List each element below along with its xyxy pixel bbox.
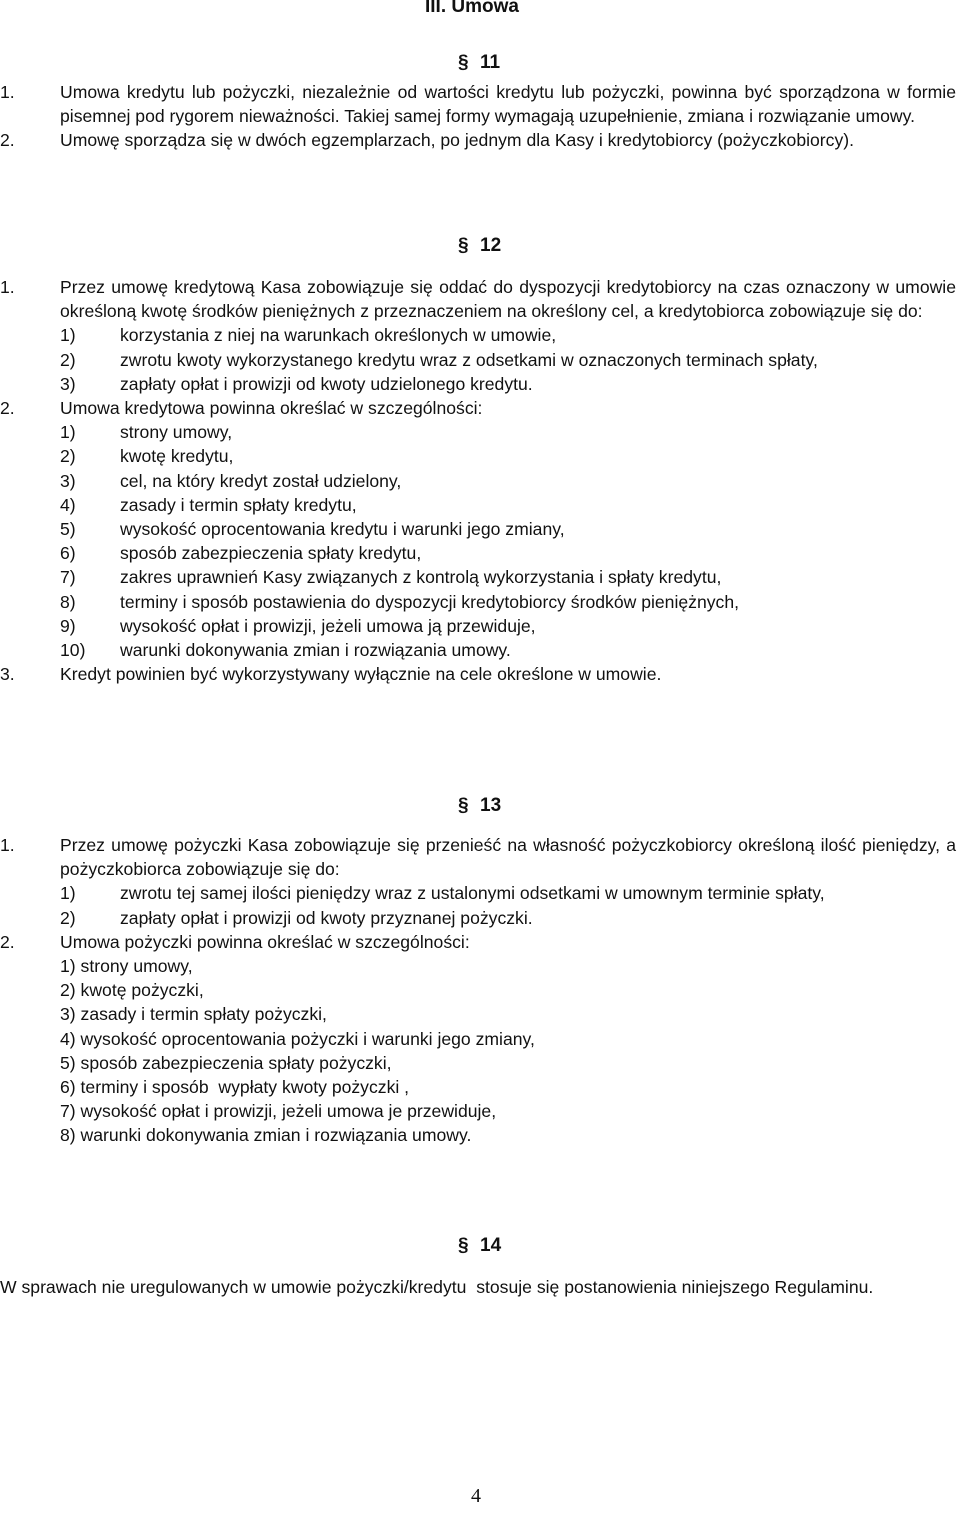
list-item-text: zapłaty opłat i prowizji od kwoty udzielonego kredytu. — [120, 373, 533, 394]
list-item-text: strony umowy, — [120, 422, 233, 443]
list-item: 3) zasady i termin spłaty pożyczki, — [60, 1004, 327, 1025]
list-item-text: zwrotu kwoty wykorzystanego kredytu wraz z odsetkami w oznaczonych terminach spłaty, — [120, 349, 818, 370]
list-item — [60, 493, 956, 517]
list-item-text: zakres uprawnień Kasy związanych z kontrolą wykorzystania i spłaty kredytu, — [120, 567, 722, 588]
section-number: 14 — [480, 1235, 502, 1256]
list-item-text: zwrotu tej samej ilości pieniędzy wraz z ustalonymi odsetkami w umownym terminie spłaty, — [120, 883, 825, 904]
section-11-body — [0, 80, 956, 153]
list-item-number: 2) — [60, 349, 76, 370]
section-sign-icon — [458, 1232, 472, 1256]
list-item-text: zasady i termin spłaty kredytu, — [120, 494, 357, 515]
list-item — [60, 323, 956, 347]
list-item-number: 8) — [60, 591, 76, 612]
section-heading-12 — [458, 227, 501, 257]
paragraph-text: Kredyt powinien być wykorzystywany wyłącznie na cele określone w umowie. — [60, 664, 662, 685]
paragraph-text: Umowa kredytowa powinna określać w szczególności: — [60, 398, 483, 419]
list-item — [60, 517, 956, 541]
list-item: 1) strony umowy, — [60, 956, 193, 977]
list-item — [60, 444, 956, 468]
paragraph — [0, 930, 956, 954]
list-item — [60, 541, 956, 565]
paragraph-number: 3. — [0, 664, 15, 685]
paragraph-number: 2. — [0, 931, 15, 952]
svg-text:§: § — [458, 1235, 469, 1256]
list-item — [60, 420, 956, 444]
list-item-number: 1) — [60, 883, 76, 904]
list-item: 7) wysokość opłat i prowizji, jeżeli umowa je przewiduje, — [60, 1101, 497, 1122]
paragraph-number: 2. — [0, 398, 15, 419]
list-item-number: 3) — [60, 470, 76, 491]
section-sign-icon — [458, 49, 472, 73]
section-13-body — [0, 833, 956, 1148]
list-item: 2) kwotę pożyczki, — [60, 980, 204, 1001]
list-item: 5) sposób zabezpieczenia spłaty pożyczki, — [60, 1052, 392, 1073]
section-heading-11 — [458, 44, 500, 74]
list-item-text: terminy i sposób postawienia do dyspozycji kredytobiorcy środków pieniężnych, — [120, 591, 740, 612]
list-item-number: 1) — [60, 422, 76, 443]
list-item-number: 5) — [60, 519, 76, 540]
list-item-number: 3) — [60, 373, 76, 394]
paragraph — [0, 833, 956, 881]
list-item-text: sposób zabezpieczenia spłaty kredytu, — [120, 543, 422, 564]
list-item — [60, 614, 956, 638]
list-item-number: 4) — [60, 494, 76, 515]
paragraph — [0, 80, 956, 128]
section-number: 11 — [480, 52, 501, 73]
section-14-body — [0, 1275, 956, 1299]
list-item-number: 6) — [60, 543, 76, 564]
svg-text:§: § — [458, 235, 469, 256]
paragraph-number: 1. — [0, 277, 15, 297]
paragraph-text: Przez umowę pożyczki Kasa zobowiązuje się przenieść na własność pożyczkobiorcy określoną ilość pieniędzy, a pożyczkobiorca zobowiązuje się do: — [60, 835, 956, 880]
paragraph-text: Umowę sporządza się w dwóch egzemplarzach, po jednym dla Kasy i kredytobiorcy (pożyczkobiorcy). — [60, 130, 855, 151]
list-item-text: warunki dokonywania zmian i rozwiązania umowy. — [120, 640, 511, 661]
section-12-body — [0, 275, 956, 686]
list-item-text: korzystania z niej na warunkach określonych w umowie, — [120, 325, 557, 346]
list-item-number: 9) — [60, 615, 76, 636]
section-sign-icon — [458, 792, 472, 816]
svg-text:§: § — [458, 52, 469, 73]
paragraph-text: Przez umowę kredytową Kasa zobowiązuje się oddać do dyspozycji kredytobiorcy na czas oznaczony w umowie określoną kwotę środków pieniężnych z przeznaczeniem na określony cel, a kredytobiorca zobowiązuje się do: — [60, 277, 956, 322]
list-item-text: wysokość oprocentowania kredytu i warunki jego zmiany, — [120, 519, 565, 540]
paragraph — [0, 662, 956, 686]
list-item-number: 2) — [60, 446, 76, 467]
paragraph-text: Umowa kredytu lub pożyczki, niezależnie od wartości kredytu lub pożyczki, powinna być sporządzona w formie pisemnej pod rygorem nieważności. Takiej samej formy wymagają uzupełnienie, zmiana i rozwiązanie umowy. — [60, 82, 956, 127]
section-heading-14 — [458, 1227, 501, 1257]
list-item: 8) warunki dokonywania zmian i rozwiązania umowy. — [60, 1125, 472, 1146]
list-item — [60, 372, 956, 396]
list-item-number: 2) — [60, 907, 76, 928]
list-item: 4) wysokość oprocentowania pożyczki i warunki jego zmiany, — [60, 1028, 535, 1049]
list-item — [60, 881, 956, 905]
svg-text:§: § — [458, 795, 469, 816]
list-item — [60, 638, 956, 662]
paragraph-number: 1. — [0, 82, 15, 102]
list-item: 6) terminy i sposób wypłaty kwoty pożyczki , — [60, 1077, 410, 1098]
paragraph-text: W sprawach nie uregulowanych w umowie pożyczki/kredytu stosuje się postanowienia niniejszego Regulaminu. — [0, 1277, 874, 1297]
list-item-text: wysokość opłat i prowizji, jeżeli umowa ją przewiduje, — [120, 615, 536, 636]
section-sign-icon — [458, 232, 472, 256]
list-item-text: kwotę kredytu, — [120, 446, 234, 467]
list-item-number: 7) — [60, 567, 76, 588]
paragraph — [0, 128, 956, 152]
paragraph — [0, 396, 956, 420]
list-item-text: cel, na który kredyt został udzielony, — [120, 470, 402, 491]
paragraph-number: 1. — [0, 835, 15, 855]
section-heading-13 — [458, 787, 501, 817]
page-title: III. Umowa — [425, 0, 519, 17]
section-number: 13 — [480, 795, 502, 816]
list-item — [60, 469, 956, 493]
paragraph-number: 2. — [0, 130, 15, 151]
list-item-number: 10) — [60, 640, 86, 661]
list-item-text: zapłaty opłat i prowizji od kwoty przyznanej pożyczki. — [120, 907, 533, 928]
list-item — [60, 590, 956, 614]
paragraph-text: Umowa pożyczki powinna określać w szczególności: — [60, 931, 470, 952]
page-number: 4 — [471, 1485, 481, 1507]
list-item-number: 1) — [60, 325, 76, 346]
section-number: 12 — [480, 235, 502, 256]
list-item — [60, 348, 956, 372]
list-item — [60, 906, 956, 930]
list-item — [60, 565, 956, 589]
paragraph — [0, 275, 956, 323]
